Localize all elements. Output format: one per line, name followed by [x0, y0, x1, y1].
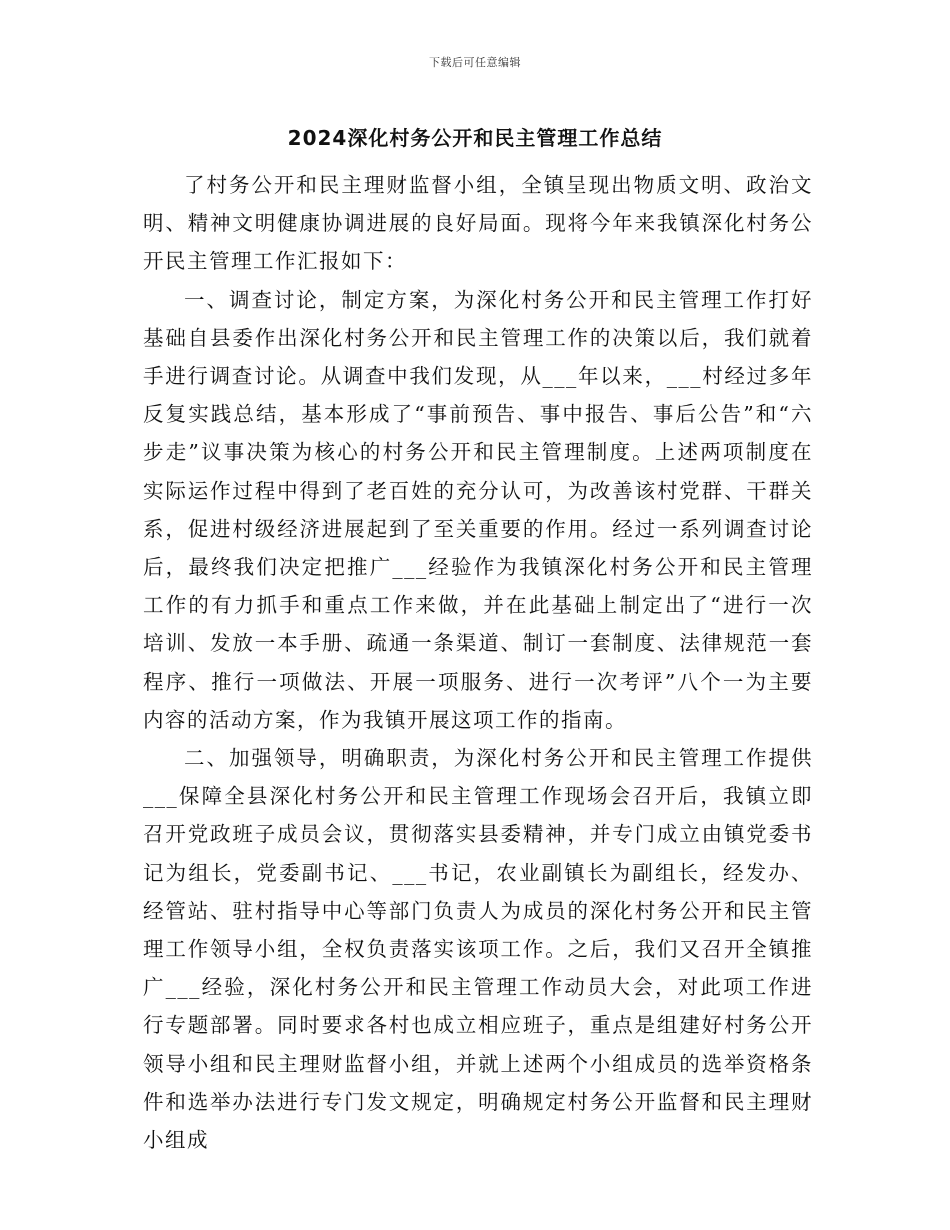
body-paragraph: 了村务公开和民主理财监督小组，全镇呈现出物质文明、政治文明、精神文明健康协调进展的良好局面。现将今年来我镇深化村务公开民主管理工作汇报如下：: [143, 173, 813, 274]
body-paragraph: 一、调查讨论，制定方案，为深化村务公开和民主管理工作打好基础自县委作出深化村务公开和民主管理工作的决策以后，我们就着手进行调查讨论。从调查中我们发现，从___年以来，___村经过多年反复实践总结，基本形成了“事前预告、事中报告、事后公告”和“六步走”议事决策为核心的村务公开和民主管理制度。上述两项制度在实际运作过程中得到了老百姓的充分认可，为改善该村党群、干群关系，促进村级经济进展起到了至关重要的作用。经过一系列调查讨论后，最终我们决定把推广___经验作为我镇深化村务公开和民主管理工作的有力抓手和重点工作来做，并在此基础上制定出了“进行一次培训、发放一本手册、疏通一条渠道、制订一套制度、法律规范一套程序、推行一项做法、开展一项服务、进行一次考评”八个一为主要内容的活动方案，作为我镇开展这项工作的指南。: [143, 287, 813, 732]
body-paragraph: 二、加强领导，明确职责，为深化村务公开和民主管理工作提供___保障全县深化村务公开和民主管理工作现场会召开后，我镇立即召开党政班子成员会议，贯彻落实县委精神，并专门成立由镇党委书记为组长，党委副书记、___书记，农业副镇长为副组长，经发办、经管站、驻村指导中心等部门负责人为成员的深化村务公开和民主管理工作领导小组，全权负责落实该项工作。之后，我们又召开全镇推广___经验，深化村务公开和民主管理工作动员大会，对此项工作进行专题部署。同时要求各村也成立相应班子，重点是组建好村务公开领导小组和民主理财监督小组，并就上述两个小组成员的选举资格条件和选举办法进行专门发文规定，明确规定村务公开监督和民主理财小组成: [143, 746, 813, 1153]
document-body: [143, 166, 813, 1159]
document-title: 2024深化村务公开和民主管理工作总结: [287, 126, 663, 150]
header-note: 下载后可任意编辑: [429, 56, 521, 69]
